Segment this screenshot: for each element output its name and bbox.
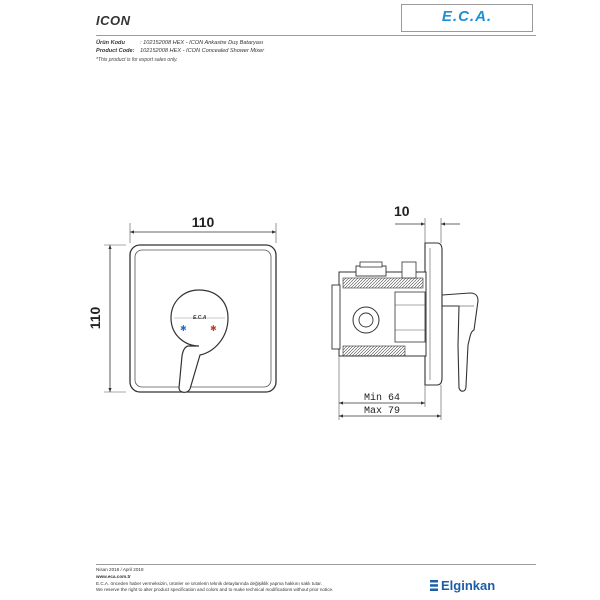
urun-kodu-label: Ürün Kodu	[96, 40, 125, 46]
export-note: *This product is for export sales only.	[96, 57, 178, 63]
elginkan-mark-icon	[430, 580, 438, 591]
urun-kodu-value: : 102152008 HEX - ICON Ankastre Duş Bataryası	[140, 40, 264, 46]
product-code-value: 102152008 HEX - ICON Concealed Shower Mixer	[140, 48, 265, 54]
top-fitting	[356, 266, 386, 276]
cover-plate-profile	[425, 243, 442, 385]
hot-indicator-icon: ✱	[210, 324, 217, 333]
depth-dimension-label: 10	[394, 203, 410, 219]
document-title: ICON	[96, 13, 131, 28]
eca-logo-text: E.C.A.	[441, 8, 493, 25]
footer-disclaimer-en: We reserve the right to alter product specification and colors and to make technical modifications without prior notice.	[96, 587, 334, 592]
footer-url[interactable]: www.eca.com.tr	[96, 574, 131, 579]
footer-date: Nisan 2018 / April 2018	[96, 567, 144, 572]
product-code-label: Product Code:	[96, 48, 135, 54]
max-dimension-label: Max 79	[364, 406, 401, 417]
lever-handle-profile	[442, 293, 478, 391]
width-dimension-label: 110	[191, 214, 215, 230]
elginkan-brand-text: Elginkan	[441, 578, 496, 593]
min-dimension-label: Min 64	[364, 393, 401, 404]
height-dimension-label: 110	[87, 306, 103, 330]
footer-disclaimer-tr: E.C.A. önceden haber vermeksizin, ürünler ve ürünlerin teknik detaylarında değişiklik yapma hakkını saklı tutar.	[96, 581, 322, 586]
handle-brand-mark: E.C.A	[193, 315, 207, 321]
front-view	[104, 223, 276, 392]
footer-divider	[96, 564, 536, 565]
side-view	[332, 218, 478, 420]
elginkan-logo	[430, 578, 495, 593]
cold-indicator-icon: ✱	[180, 324, 187, 333]
